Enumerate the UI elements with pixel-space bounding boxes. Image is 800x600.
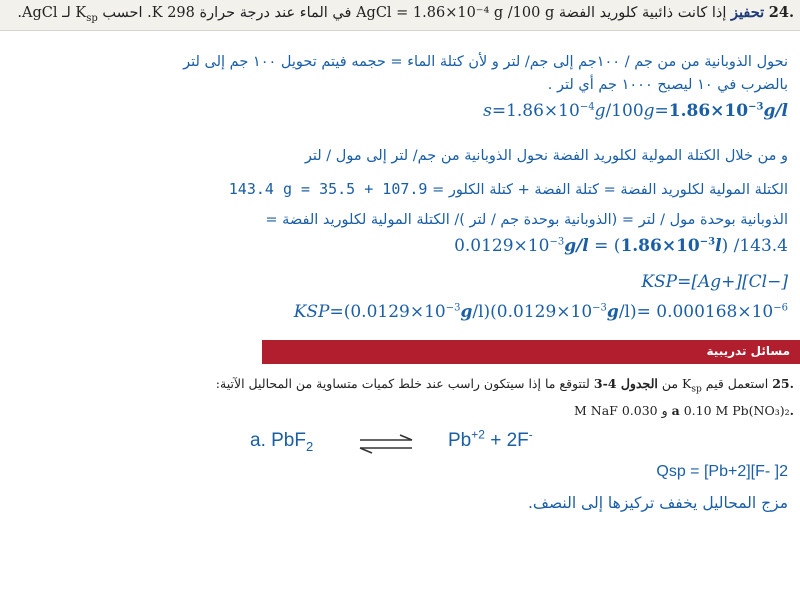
question-formula: AgCl = 1.86×10⁻⁴ g /100 g bbox=[356, 5, 555, 21]
question-number: .24 bbox=[768, 4, 794, 21]
question-24-text bbox=[17, 4, 794, 24]
solution-equation-4: $KSP=(0.0129\times 10^{-3}g/l)(0.0129\times 10^{-3}g/l)= 0.000168\times 10^{-6}$ bbox=[293, 302, 788, 322]
question-25-text: .25 استعمل قيم $K_{sp}$ من الجدول 4-3 لتتوقع ما إذا سيتكون راسب عند خلط كميات متساوية من المحاليل الآتية: bbox=[215, 376, 794, 395]
equilibrium-reaction bbox=[0, 428, 800, 460]
question-24-header bbox=[0, 0, 800, 31]
solution-equation-2: $0.0129\times 10^{-3}g/l = (1.86\times 10^{-3}l)$ /143.4 bbox=[454, 236, 788, 256]
question-text-b: في الماء عند درجة حرارة 298 K. احسب bbox=[102, 5, 352, 21]
question-keyword: تحفيز bbox=[731, 4, 765, 21]
question-ksp: $K_{sp}$ bbox=[75, 5, 98, 24]
solution-line-5: الذوبانية بوحدة مول / لتر = (الذوبانية بوحدة جم / لتر )/ الكتلة المولية لكلوريد الفضة = bbox=[265, 212, 788, 228]
solution-equation-1: $s=1.86\times 10^{-4}g/100g=1.86\times 10^{-3}g/l$ bbox=[483, 101, 788, 121]
question-25a-text: .a 0.10 M Pb(NO₃)₂ و 0.030 M NaF bbox=[573, 403, 794, 418]
question-text-a: إذا كانت ذائبية كلوريد الفضة bbox=[558, 5, 727, 21]
reaction-reactant: a. PbF$_2$ bbox=[250, 430, 314, 454]
solution-line-1: نحول الذوبانية من من جم / ١٠٠جم إلى جم/ لتر و لأن كتلة الماء = حجمه فيتم تحويل ١٠٠ جم إلى لتر bbox=[183, 54, 788, 70]
practice-problems-band bbox=[262, 340, 800, 364]
solution-line-4: الكتلة المولية لكلوريد الفضة = كتلة الفضة + كتلة الكلور = 143.4 g = 35.5 + 107.9 bbox=[228, 180, 788, 198]
reaction-products: $Pb^{+2} + 2F^-$ bbox=[448, 427, 533, 451]
conclusion-text: مزج المحاليل يخفف تركيزها إلى النصف. bbox=[528, 494, 788, 512]
solution-line-3: و من خلال الكتلة المولية لكلوريد الفضة نحول الذوبانية من جم/ لتر إلى مول / لتر bbox=[304, 148, 788, 164]
question-text-c: لـ AgCl. bbox=[17, 5, 71, 21]
solution-equation-3: KSP=[Ag+][Cl−] bbox=[641, 272, 788, 292]
solution-line-2: بالضرب في ١٠ ليصبح ١٠٠٠ جم أي لتر . bbox=[547, 77, 788, 93]
practice-band-label: مسائل تدريبية bbox=[706, 344, 790, 358]
qsp-expression: Qsp = [Pb+2][F- ]2 bbox=[656, 463, 788, 480]
equilibrium-arrows-icon bbox=[356, 434, 416, 460]
